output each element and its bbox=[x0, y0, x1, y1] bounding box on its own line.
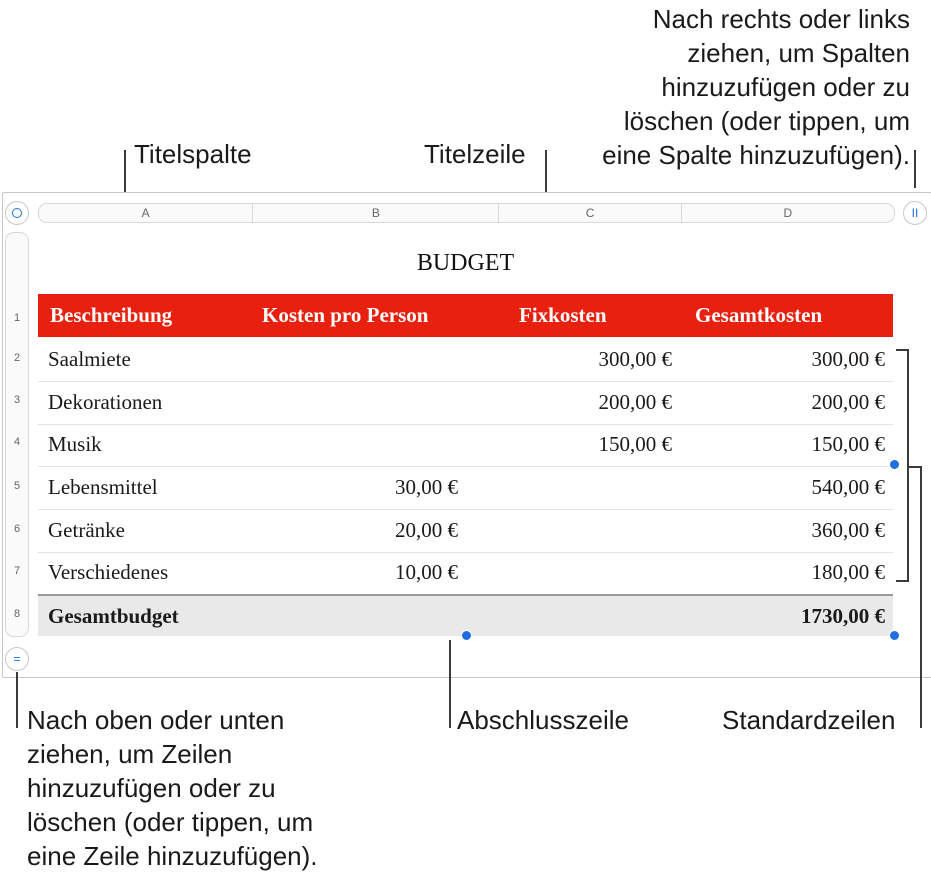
cell-fixed-costs[interactable] bbox=[498, 551, 672, 594]
cell-cost-per-person[interactable] bbox=[252, 338, 458, 381]
select-table-button[interactable] bbox=[5, 201, 29, 225]
resize-handle[interactable] bbox=[889, 459, 900, 470]
column-header-bar bbox=[38, 203, 895, 223]
row-header-3[interactable]: 3 bbox=[13, 394, 21, 406]
callout-leader-footer-row bbox=[449, 640, 451, 728]
cell-cost-per-person[interactable]: 30,00 € bbox=[395, 475, 458, 499]
column-header-a[interactable]: A bbox=[39, 204, 253, 222]
resize-handle[interactable] bbox=[889, 630, 900, 641]
cell-description[interactable]: Saalmiete bbox=[48, 347, 131, 371]
callout-standard-rows: Standardzeilen bbox=[722, 705, 896, 735]
cell-fixed-costs[interactable]: 300,00 € bbox=[598, 347, 672, 371]
callout-line: eine Spalte hinzuzufügen). bbox=[602, 140, 910, 170]
row-header-4[interactable]: 4 bbox=[13, 436, 21, 448]
cell-total-costs[interactable]: 540,00 € bbox=[811, 475, 885, 499]
cell-total-costs[interactable]: 150,00 € bbox=[811, 432, 885, 456]
row-header-6[interactable]: 6 bbox=[13, 523, 21, 535]
cell-description[interactable]: Musik bbox=[48, 432, 102, 456]
callout-line: ziehen, um Spalten bbox=[687, 38, 910, 68]
table-title[interactable]: BUDGET bbox=[416, 250, 515, 276]
cell-total-costs[interactable]: 360,00 € bbox=[811, 518, 885, 542]
cell-cost-per-person[interactable]: 10,00 € bbox=[395, 560, 458, 584]
cell-total-costs[interactable]: 180,00 € bbox=[811, 560, 885, 584]
callout-line: löschen (oder tippen, um bbox=[27, 807, 314, 837]
callout-footer-row: Abschlusszeile bbox=[457, 705, 629, 735]
callout-leader-columns bbox=[914, 150, 916, 188]
cell-cost-per-person[interactable] bbox=[252, 423, 458, 466]
row-header-7[interactable]: 7 bbox=[13, 565, 21, 577]
cell-cost-per-person[interactable]: 20,00 € bbox=[395, 518, 458, 542]
table-header-row[interactable] bbox=[38, 294, 893, 337]
callout-line: hinzuzufügen oder zu bbox=[661, 72, 910, 102]
footer-cell-cost-per-person[interactable] bbox=[252, 596, 458, 636]
cell-description[interactable]: Dekorationen bbox=[48, 390, 163, 414]
column-header-b[interactable]: B bbox=[253, 204, 499, 222]
table-row[interactable] bbox=[38, 338, 893, 382]
callout-title-row: Titelzeile bbox=[424, 139, 526, 169]
callout-line: ziehen, um Zeilen bbox=[27, 739, 233, 769]
cell-cost-per-person[interactable] bbox=[252, 381, 458, 424]
cell-fixed-costs[interactable] bbox=[498, 466, 672, 509]
header-cell-fixed-costs[interactable]: Fixkosten bbox=[519, 303, 607, 327]
table-row[interactable] bbox=[38, 551, 893, 594]
row-header-8[interactable]: 8 bbox=[13, 608, 21, 620]
callout-line: hinzuzufügen oder zu bbox=[27, 773, 276, 803]
cell-fixed-costs[interactable] bbox=[498, 509, 672, 552]
row-header-2[interactable]: 2 bbox=[13, 352, 21, 364]
callout-add-columns bbox=[550, 2, 910, 172]
standard-rows-bracket-top bbox=[896, 349, 909, 351]
callout-leader-add-rows bbox=[16, 672, 18, 728]
circle-icon bbox=[12, 208, 22, 218]
table-row[interactable] bbox=[38, 509, 893, 553]
callout-line: löschen (oder tippen, um bbox=[623, 106, 910, 136]
cell-description[interactable]: Lebensmittel bbox=[48, 475, 158, 499]
row-header-bar bbox=[5, 232, 29, 637]
row-header-1[interactable]: 1 bbox=[13, 312, 21, 324]
footer-cell-total-costs[interactable]: 1730,00 € bbox=[801, 603, 885, 628]
row-header-5[interactable]: 5 bbox=[13, 480, 21, 492]
callout-line: Nach rechts oder links bbox=[652, 4, 910, 34]
table-row[interactable] bbox=[38, 423, 893, 467]
footer-cell-description[interactable]: Gesamtbudget bbox=[48, 603, 179, 628]
callout-leader-standard-rows bbox=[920, 466, 922, 728]
resize-handle[interactable] bbox=[461, 630, 472, 641]
add-column-button[interactable]: II bbox=[903, 201, 927, 225]
callout-line: Nach oben oder unten bbox=[27, 705, 285, 735]
cell-description[interactable]: Verschiedenes bbox=[48, 560, 169, 584]
callout-line: eine Zeile hinzuzufügen). bbox=[27, 841, 318, 871]
standard-rows-bracket-bottom bbox=[896, 580, 909, 582]
cell-total-costs[interactable]: 300,00 € bbox=[811, 347, 885, 371]
header-cell-cost-per-person[interactable]: Kosten pro Person bbox=[262, 303, 429, 327]
column-header-d[interactable]: D bbox=[783, 206, 793, 220]
cell-description[interactable]: Getränke bbox=[48, 518, 125, 542]
column-header-c[interactable]: C bbox=[499, 204, 681, 222]
header-cell-total-costs[interactable]: Gesamtkosten bbox=[695, 303, 823, 327]
cell-fixed-costs[interactable]: 200,00 € bbox=[598, 390, 672, 414]
cell-total-costs[interactable]: 200,00 € bbox=[811, 390, 885, 414]
footer-cell-fixed-costs[interactable] bbox=[498, 596, 672, 636]
add-row-button[interactable]: = bbox=[5, 647, 29, 671]
table-row[interactable] bbox=[38, 466, 893, 510]
callout-title-column: Titelspalte bbox=[134, 139, 252, 169]
cell-fixed-costs[interactable]: 150,00 € bbox=[598, 432, 672, 456]
callout-add-rows bbox=[27, 703, 407, 873]
header-cell-description[interactable]: Beschreibung bbox=[50, 303, 173, 327]
table-row[interactable] bbox=[38, 381, 893, 425]
